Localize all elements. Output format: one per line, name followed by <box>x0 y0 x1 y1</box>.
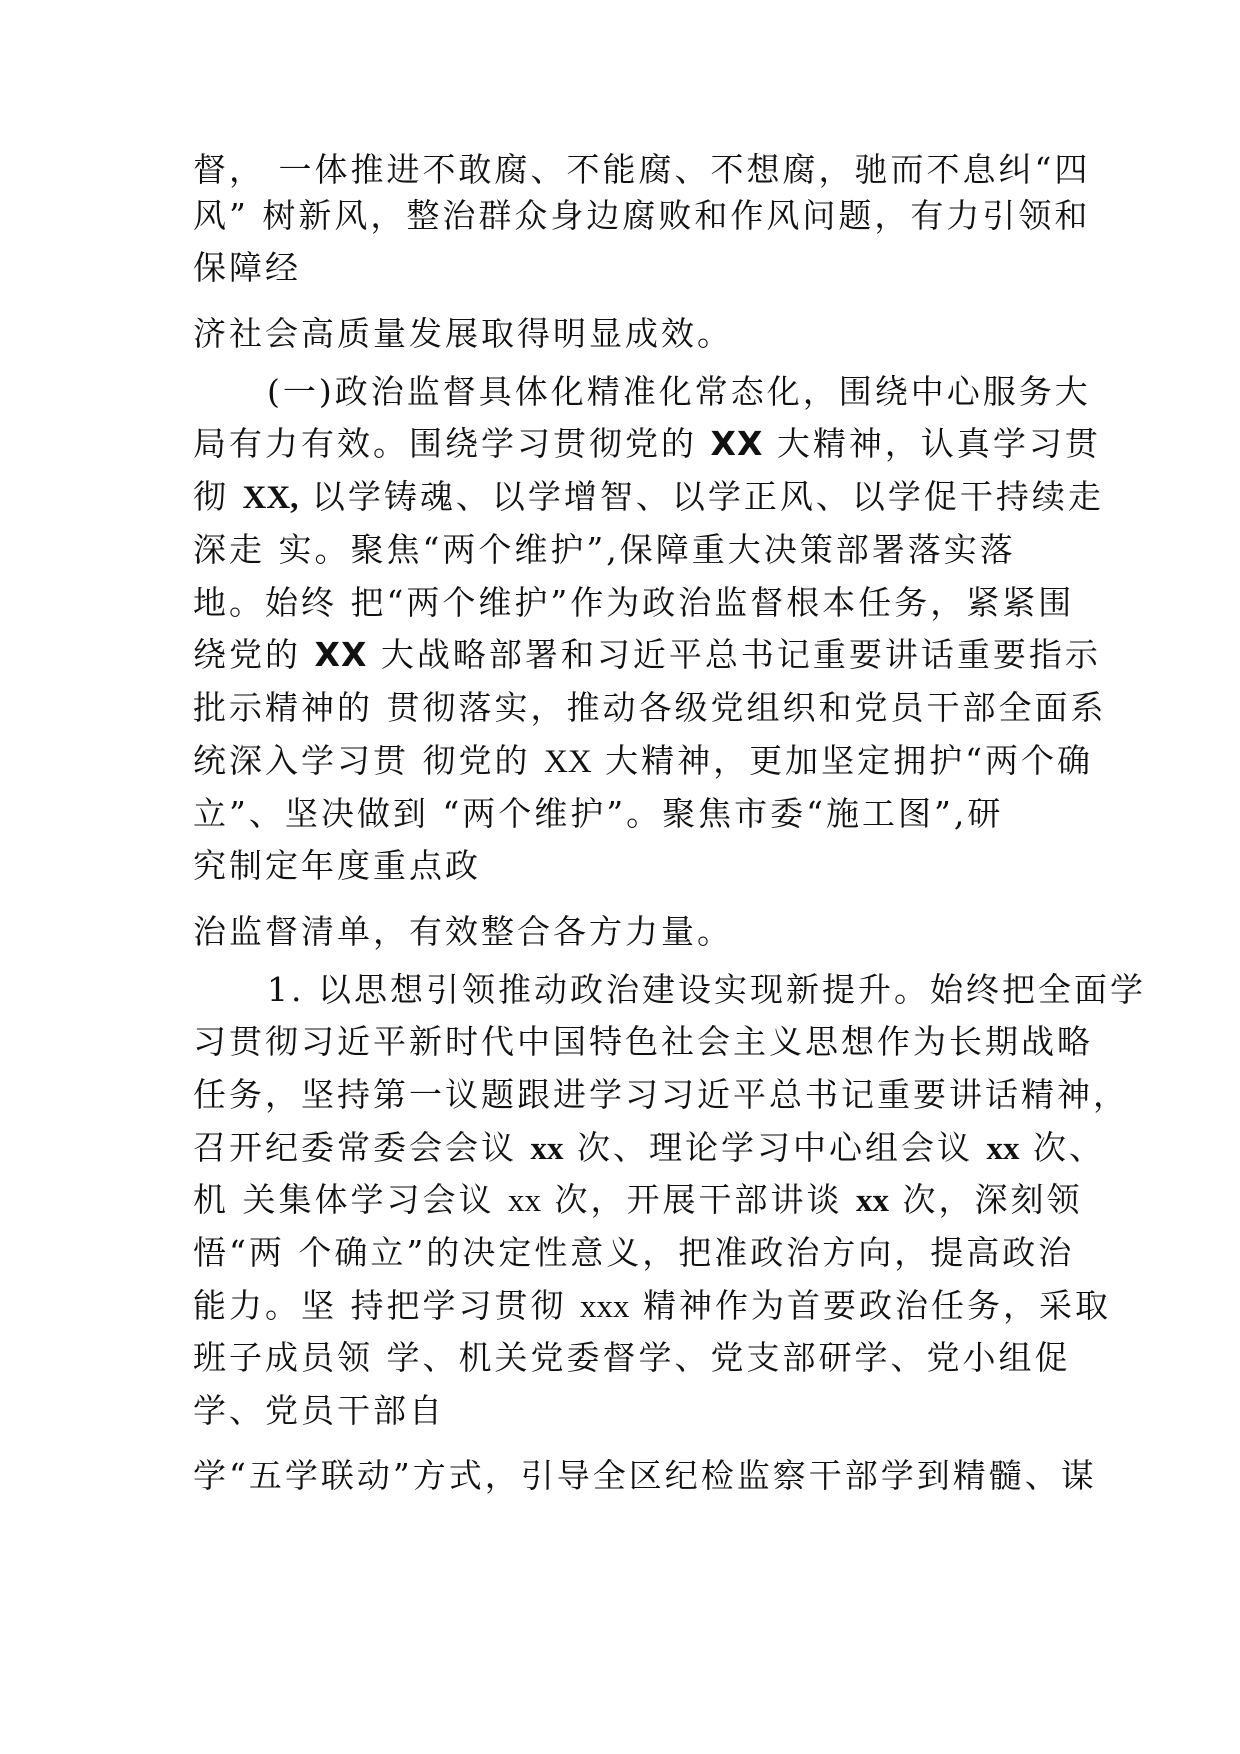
text-segment: 次、 <box>1019 1128 1105 1167</box>
text-segment: 召开纪委常委会会议 <box>193 1128 531 1167</box>
text-line <box>193 1180 1083 1221</box>
text-line <box>193 424 1101 464</box>
bold-term: XX <box>710 424 764 463</box>
text-segment: 能力。坚 持把学习贯彻 <box>193 1286 580 1325</box>
text-line: 保障经 <box>193 248 301 287</box>
text-line: 悟“两 个确立”的决定性意义，把准政治方向，提高政治 <box>193 1233 1075 1272</box>
text-segment: 机 关集体学习会议 <box>193 1180 508 1219</box>
text-line: 批示精神的 贯彻落实，推动各级党组织和党员干部全面系 <box>193 688 1107 727</box>
text-segment: 次、理论学习中心组会议 <box>563 1128 987 1167</box>
bold-term: XX, <box>242 480 299 516</box>
text-segment: 大精神，更加坚定拥护“两个确 <box>591 741 1094 780</box>
text-line: 治监督清单，有效整合各方力量。 <box>193 912 733 951</box>
text-segment: 次，开展干部讲谈 <box>540 1180 856 1219</box>
term: xx <box>507 1183 541 1219</box>
bold-term: xx <box>855 1183 889 1219</box>
text-line: 究制定年度重点政 <box>193 846 481 885</box>
text-line: 立”、坚决做到 “两个维护”。聚焦市委“施工图”,研 <box>193 794 1004 833</box>
text-line: 学、党员干部自 <box>193 1391 445 1430</box>
term: xxx <box>579 1289 630 1325</box>
text-line: 任务，坚持第一议题跟进学习习近平总书记重要讲话精神， <box>193 1075 1129 1114</box>
text-segment: 彻 <box>193 477 243 516</box>
text-line: 济社会高质量发展取得明显成效。 <box>193 314 733 353</box>
text-line: 地。始终 把“两个维护”作为政治监督根本任务，紧紧围 <box>193 583 1075 622</box>
text-segment: 以学铸魂、以学增智、以学正风、以学促干持续走 <box>298 477 1104 516</box>
text-line <box>193 477 1104 518</box>
text-line: 习贯彻习近平新时代中国特色社会主义思想作为长期战略 <box>193 1022 1093 1061</box>
bold-term: XX <box>314 635 368 674</box>
text-segment: 绕党的 <box>193 635 315 674</box>
text-segment: 大战略部署和习近平总书记重要讲话重要指示 <box>367 635 1101 674</box>
text-line: 督， 一体推进不敢腐、不能腐、不想腐，驰而不息纠“四 <box>193 150 1091 189</box>
text-segment: 大精神，认真学习贯 <box>763 424 1101 463</box>
term: XX <box>543 744 592 780</box>
bold-term: xx <box>530 1131 564 1167</box>
bold-term: xx <box>986 1131 1020 1167</box>
text-segment: 次，深刻领 <box>888 1180 1083 1219</box>
text-line <box>193 1286 1111 1327</box>
text-line: 深走 实。聚焦“两个维护”,保障重大决策部署落实落 <box>193 530 1016 569</box>
numbered-item-line: 1. 以思想引领推动政治建设实现新提升。始终把全面学 <box>267 970 1146 1009</box>
section-heading-line: (一)政治监督具体化精准化常态化，围绕中心服务大 <box>267 372 1091 411</box>
text-line: 风” 树新风，整治群众身边腐败和作风问题，有力引领和 <box>193 196 1091 235</box>
text-line <box>193 635 1101 675</box>
text-segment: 统深入学习贯 彻党的 <box>193 741 544 780</box>
text-line: 学“五学联动”方式，引导全区纪检监察干部学到精髓、谋 <box>193 1456 1097 1495</box>
text-segment: 精神作为首要政治任务，采取 <box>629 1286 1111 1325</box>
text-segment: 局有力有效。围绕学习贯彻党的 <box>193 424 711 463</box>
text-line <box>193 1128 1105 1169</box>
text-line: 班子成员领 学、机关党委督学、党支部研学、党小组促 <box>193 1338 1071 1377</box>
text-line <box>193 741 1094 782</box>
